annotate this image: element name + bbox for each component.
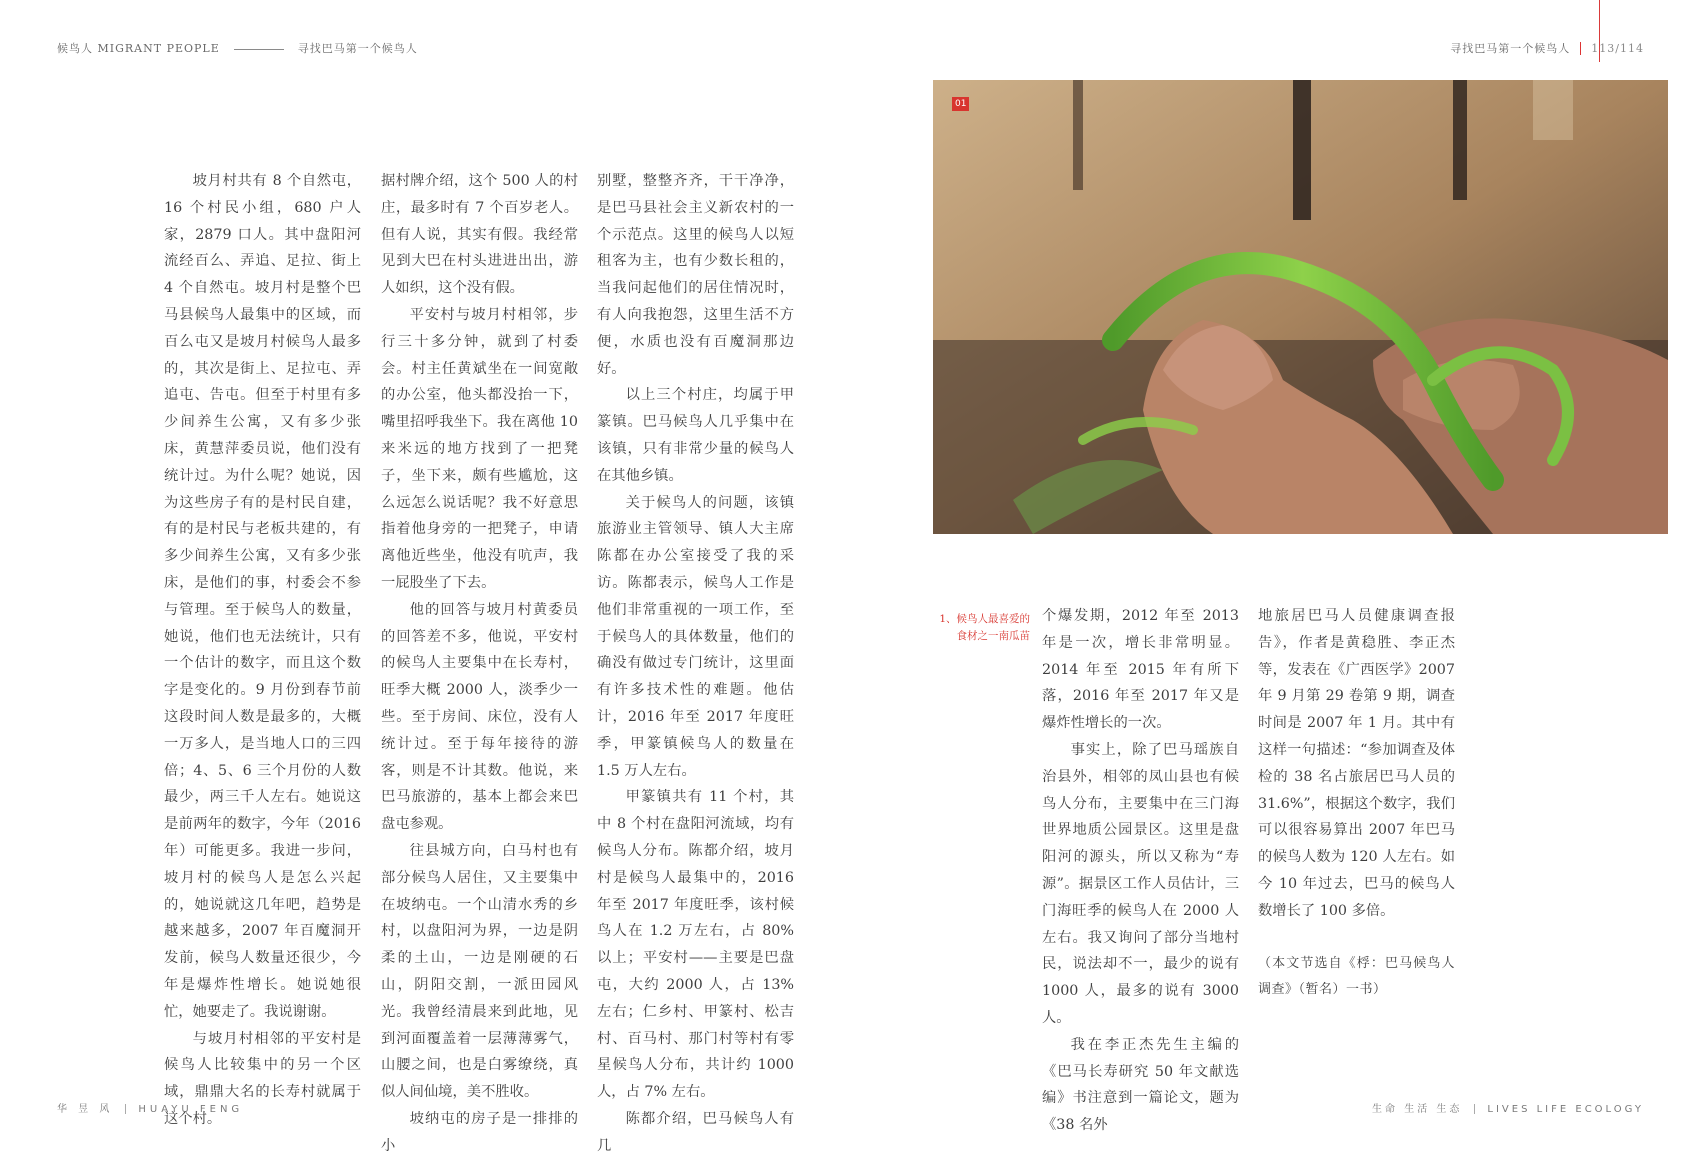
body-column-3 xyxy=(597,168,794,1154)
body-column-5 xyxy=(1258,603,1455,1059)
body-column-2 xyxy=(381,168,578,1154)
page-numbers: 113/114 xyxy=(1580,42,1644,55)
paragraph: 平安村与坡月村相邻，步行三十多分钟，就到了村委会。村主任黄斌坐在一间宽敞的办公室，他头都没抬一下，嘴里招呼我坐下。我在离他 10 来米远的地方找到了一把凳子，坐下来，颇有些尴尬，这么远怎么说话呢？我不好意思指着他身旁的一把凳子，申请离他近些坐，他没有吭声，我一屁股坐了下去。 xyxy=(381,306,578,591)
paragraph-continued: 别墅，整整齐齐，干干净净，是巴马县社会主义新农村的一个示范点。这里的候鸟人以短租客为主，也有少数长租的，当我问起他们的居住情况时，有人向我抱怨，这里生活不方便，水质也没有百魔洞那边好。 xyxy=(597,173,794,377)
running-header-right xyxy=(1450,40,1644,56)
running-header-left xyxy=(57,40,418,56)
footer-divider xyxy=(1474,1104,1475,1114)
paragraph: 他的回答与坡月村黄委员的回答差不多，他说，平安村的候鸟人主要集中在长寿村，旺季大概 2000 人，淡季少一些。至于房间、床位，没有人统计过。至于每年接待的游客，则是不计其数。他说，来巴马旅游的，基本上都会来巴盘屯参观。 xyxy=(381,601,578,833)
paragraph: 陈都介绍，巴马候鸟人有几 xyxy=(597,1110,794,1154)
footer-left xyxy=(57,1100,243,1115)
magazine-section-title: 候鸟人 MIGRANT PEOPLE xyxy=(57,42,220,55)
photo-number-badge: 01 xyxy=(952,97,969,111)
photo-hands-pumpkin-shoot xyxy=(933,80,1668,534)
paragraph: 关于候鸟人的问题，该镇旅游业主管领导、镇人大主席陈都在办公室接受了我的采访。陈都表示，候鸟人工作是他们非常重视的一项工作，至于候鸟人的具体数量，他们的确没有做过专门统计，这里面有许多技术性的难题。他估计，2016 年至 2017 年度旺季，甲篆镇候鸟人的数量在 1.5 万人左右。 xyxy=(597,494,794,779)
paragraph: 甲篆镇共有 11 个村，其中 8 个村在盘阳河流域，均有候鸟人分布。陈都介绍，坡月村是候鸟人最集中的，2016 年至 2017 年度旺季，该村候鸟人在 1.2 万左右，占 80% 以上；平安村——主要是巴盘屯，大约 2000 人，占 13% 左右；仁乡村、甲篆村、松吉村、百马村、那门村等村有零星候鸟人分布，共计约 1000 人，占 7% 左右。 xyxy=(597,789,794,1101)
photo-caption: 1、候鸟人最喜爱的食材之一南瓜苗 xyxy=(939,613,1030,642)
paragraph-continued: 地旅居巴马人员健康调查报告》，作者是黄稳胜、李正杰等，发表在《广西医学》2007 年 9 月第 29 卷第 9 期，调查时间是 2007 年 1 月。其中有这样一句描述：“参加调查及体检的 38 名占旅居巴马人员的31.6%”，根据这个数字，我们可以很容易算出 2007 年巴马的候鸟人数为 120 人左右。如今 10 年过去，巴马的候鸟人数增长了 100 多倍。 xyxy=(1258,608,1455,919)
paragraph-continued: 个爆发期，2012 年至 2013 年是一次，增长非常明显。2014 年至 2015 年有所下落，2016 年至 2017 年又是爆炸性增长的一次。 xyxy=(1042,608,1239,732)
paragraph: 往县城方向，白马村也有部分候鸟人居住，又主要集中在坡纳屯。一个山清水秀的乡村，以盘阳河为界，一边是阴柔的土山，一边是刚硬的石山，阴阳交割，一派田园风光。我曾经清晨来到此地，见到河面覆盖着一层薄薄雾气，山腰之间，也是白雾缭绕，真似人间仙境，美不胜收。 xyxy=(381,842,578,1101)
footer-theme-cn: 生命 生活 生态 xyxy=(1372,1104,1463,1115)
paragraph: 以上三个村庄，均属于甲篆镇。巴马候鸟人几乎集中在该镇，只有非常少量的候鸟人在其他乡镇。 xyxy=(597,387,794,484)
footer-divider xyxy=(125,1104,126,1114)
source-note: （本文节选自《桴：巴马候鸟人调查》（暂名）一书） xyxy=(1258,955,1455,998)
article-title-left: 寻找巴马第一个候鸟人 xyxy=(297,42,418,55)
body-column-4 xyxy=(1042,603,1239,1134)
footer-right xyxy=(1372,1100,1644,1115)
paragraph: 与坡月村相邻的平安村是候鸟人比较集中的另一个区域，鼎鼎大名的长寿村就属于这个村。 xyxy=(164,1030,361,1127)
paragraph: 我在李正杰先生主编的《巴马长寿研究 50 年文献选编》书注意到一篇论文，题为《38 名外 xyxy=(1042,1036,1239,1134)
footer-theme-en: LIVES LIFE ECOLOGY xyxy=(1487,1104,1644,1115)
paragraph: 坡纳屯的房子是一排排的小 xyxy=(381,1110,578,1154)
spacer xyxy=(1258,925,1455,951)
paragraph-continued: 据村牌介绍，这个 500 人的村庄，最多时有 7 个百岁老人。但有人说，其实有假。我经常见到大巴在村头进进出出，游人如织，这个没有假。 xyxy=(381,173,578,297)
header-rule xyxy=(234,49,284,50)
paragraph: 坡月村共有 8 个自然屯，16 个村民小组，680 户人家，2879 口人。其中盘阳河流经百么、弄追、足拉、街上 4 个自然屯。坡月村是整个巴马县候鸟人最集中的区域，而百么屯又是坡月村候鸟人最多的，其次是街上、足拉屯、弄追屯、告屯。但至于村里有多少间养生公寓，又有多少张床，黄慧萍委员说，他们没有统计过。为什么呢？她说，因为这些房子有的是村民自建，有的是村民与老板共建的，有多少间养生公寓，又有多少张床，是他们的事，村委会不参与管理。至于候鸟人的数量，她说，他们也无法统计，只有一个估计的数字，而且这个数字是变化的。9 月份到春节前这段时间人数是最多的，大概一万多人，是当地人口的三四倍；4、5、6 三个月份的人数最少，两三千人左右。她说这是前两年的数字，今年（2016 年）可能更多。我进一步问，坡月村的候鸟人是怎么兴起的，她说就这几年吧，趋势是越来越多，2007 年百魔洞开发前，候鸟人数量还很少，今年是爆炸性增长。她说她很忙，她要走了。我说谢谢。 xyxy=(164,173,361,1020)
paragraph: 事实上，除了巴马瑶族自治县外，相邻的凤山县也有候鸟人分布，主要集中在三门海世界地质公园景区。这里是盘阳河的源头，所以又称为“寿源”。据景区工作人员估计，三门海旺季的候鸟人在 2000 人左右。我又询问了部分当地村民，说法却不一，最少的说有 1000 人，最多的说有 3000 人。 xyxy=(1042,741,1239,1026)
article-title-right: 寻找巴马第一个候鸟人 xyxy=(1450,42,1571,55)
footer-brand-cn: 华 昱 风 xyxy=(57,1104,114,1115)
footer-brand-en: HUAYU FENG xyxy=(138,1104,244,1115)
